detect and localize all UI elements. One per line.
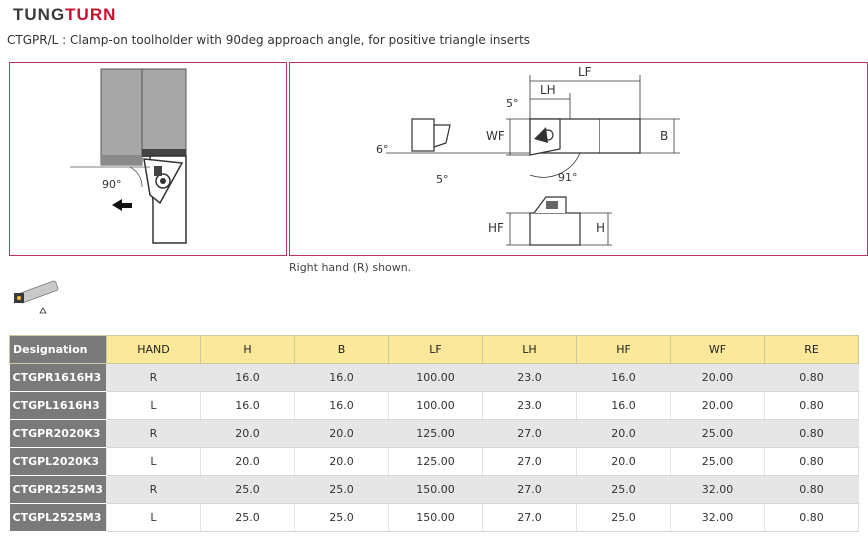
table-row xyxy=(10,476,859,504)
cell: 20.00 xyxy=(671,364,765,392)
cell: 20.0 xyxy=(201,420,295,448)
logo-part-2: TURN xyxy=(65,5,117,24)
col-header-hand: HAND xyxy=(107,336,201,364)
logo-part-1: TUNG xyxy=(13,5,66,24)
col-header-lh: LH xyxy=(483,336,577,364)
table-row xyxy=(10,448,859,476)
cell: 150.00 xyxy=(389,476,483,504)
table-row xyxy=(10,420,859,448)
cell: R xyxy=(107,364,201,392)
cell-designation: CTGPR1616H3 xyxy=(10,364,107,392)
cell: 20.0 xyxy=(295,420,389,448)
cell: 20.0 xyxy=(295,448,389,476)
cell: 100.00 xyxy=(389,392,483,420)
cell: 27.0 xyxy=(483,448,577,476)
dim-hf-label: HF xyxy=(488,221,504,235)
cell: 0.80 xyxy=(765,364,859,392)
cell: 27.0 xyxy=(483,476,577,504)
cell: 100.00 xyxy=(389,364,483,392)
cell: 23.0 xyxy=(483,364,577,392)
col-header-wf: WF xyxy=(671,336,765,364)
cell-designation: CTGPR2525M3 xyxy=(10,476,107,504)
table-row xyxy=(10,364,859,392)
angle-5-top-label: 5° xyxy=(506,97,519,110)
dim-lh-label: LH xyxy=(540,83,556,97)
cell: 16.0 xyxy=(201,392,295,420)
brand-logo xyxy=(13,5,116,25)
dim-b-label: B xyxy=(660,129,669,143)
diagram-caption: Right hand (R) shown. xyxy=(289,261,412,274)
cell: 125.00 xyxy=(389,420,483,448)
col-header-h: H xyxy=(201,336,295,364)
cell: 27.0 xyxy=(483,420,577,448)
cell-designation: CTGPL2525M3 xyxy=(10,504,107,532)
product-subtitle: CTGPR/L : Clamp-on toolholder with 90deg approach angle, for positive triangle inserts xyxy=(7,33,531,47)
cell: 20.00 xyxy=(671,392,765,420)
cell: L xyxy=(107,392,201,420)
cell: 25.0 xyxy=(577,476,671,504)
cell-designation: CTGPL1616H3 xyxy=(10,392,107,420)
cell: L xyxy=(107,504,201,532)
cell: 16.0 xyxy=(577,392,671,420)
cell: 0.80 xyxy=(765,504,859,532)
col-header-hf: HF xyxy=(577,336,671,364)
cell: 25.00 xyxy=(671,448,765,476)
cell: 32.00 xyxy=(671,476,765,504)
cell: 25.0 xyxy=(201,476,295,504)
cell: 20.0 xyxy=(577,448,671,476)
cell: 23.0 xyxy=(483,392,577,420)
angle-90-label: 90° xyxy=(102,178,122,191)
angle-5-bottom-label: 5° xyxy=(436,173,449,186)
toolholder-side-view xyxy=(10,63,286,255)
cell: 25.0 xyxy=(295,504,389,532)
angle-91-label: 91° xyxy=(558,171,578,184)
cell: 0.80 xyxy=(765,448,859,476)
cell: 16.0 xyxy=(577,364,671,392)
cell: 0.80 xyxy=(765,476,859,504)
cell: 16.0 xyxy=(201,364,295,392)
cell: 0.80 xyxy=(765,392,859,420)
application-illustration xyxy=(9,62,287,256)
col-header-lf: LF xyxy=(389,336,483,364)
dimension-diagram xyxy=(289,62,868,256)
cell: 0.80 xyxy=(765,420,859,448)
cell: R xyxy=(107,420,201,448)
cell: 16.0 xyxy=(295,364,389,392)
cell: 125.00 xyxy=(389,448,483,476)
angle-6-label: 6° xyxy=(376,143,389,156)
cell: 20.0 xyxy=(201,448,295,476)
dim-wf-label: WF xyxy=(486,129,505,143)
dim-h-label: H xyxy=(596,221,606,235)
cell: 32.00 xyxy=(671,504,765,532)
cell: 27.0 xyxy=(483,504,577,532)
cell: 25.0 xyxy=(201,504,295,532)
cell-designation: CTGPR2020K3 xyxy=(10,420,107,448)
table-row xyxy=(10,504,859,532)
spec-table xyxy=(9,335,859,532)
toolholder-thumbnail xyxy=(8,273,60,323)
dimension-drawing xyxy=(290,63,867,255)
cell: 25.00 xyxy=(671,420,765,448)
dim-lf-label: LF xyxy=(578,65,592,79)
table-header-row xyxy=(10,336,859,364)
cell-designation: CTGPL2020K3 xyxy=(10,448,107,476)
table-row xyxy=(10,392,859,420)
cell: L xyxy=(107,448,201,476)
cell: R xyxy=(107,476,201,504)
cell: 20.0 xyxy=(577,420,671,448)
col-header-designation: Designation xyxy=(10,336,107,364)
cell: 25.0 xyxy=(577,504,671,532)
col-header-re: RE xyxy=(765,336,859,364)
cell: 16.0 xyxy=(295,392,389,420)
cell: 150.00 xyxy=(389,504,483,532)
col-header-b: B xyxy=(295,336,389,364)
cell: 25.0 xyxy=(295,476,389,504)
